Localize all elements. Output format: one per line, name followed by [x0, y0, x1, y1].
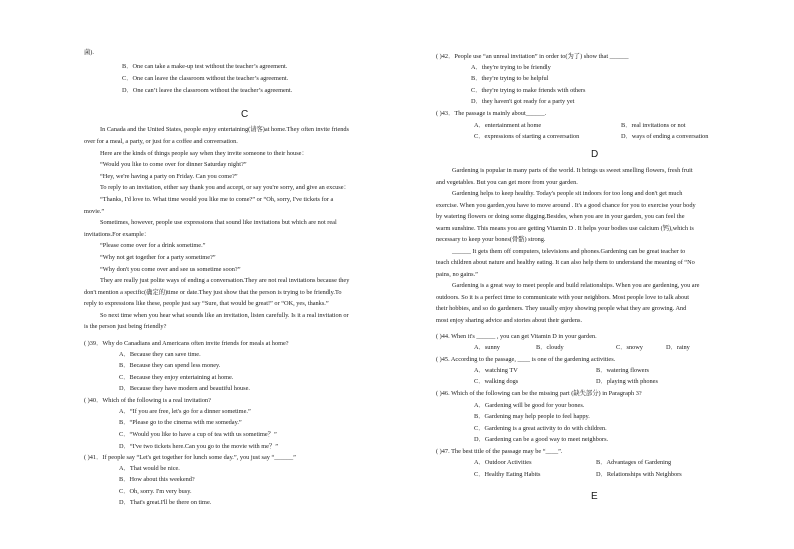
passage-c-line: is the person just being friendly? — [84, 323, 167, 330]
q46-option[interactable]: D．Gardening can be a good way to meet neighbors. — [474, 436, 609, 443]
q43-option[interactable]: A．entertainment at home — [474, 122, 542, 129]
q38-option-d: D．One can’t leave the classroom without the teacher’s agreement. — [122, 87, 293, 94]
q46-option[interactable]: A．Gardening will be good for your bones. — [474, 402, 585, 409]
passage-c-line: Sometimes, however, people use expressions that sound like invitations but which are not real — [100, 219, 337, 226]
q39-option[interactable]: C．Because they enjoy entertaining at home. — [119, 374, 234, 381]
q46-option[interactable]: C．Gardening is a great activity to do with children. — [474, 425, 607, 432]
passage-c-line: reply to expressions like these, people just say “Sure, that would be great!” or “OK, yes, thanks.” — [84, 300, 329, 307]
passage-c-line: “Thanks, I'd love to. What time would you like me to come?” or “Oh, sorry, I've tickets for a — [100, 196, 334, 203]
passage-c-line: “Please come over for a drink sometime.” — [100, 242, 206, 249]
q41-option[interactable]: A．That would be nice. — [119, 465, 180, 472]
q46-option[interactable]: B．Gardening may help people to feel happy. — [474, 413, 590, 420]
passage-c-line: So next time when you hear what sounds like an invitation, listen carefully. Is it a real invitation or — [100, 312, 349, 319]
q42-option[interactable]: B．they're trying to be helpful — [471, 75, 549, 82]
passage-d-line: Gardening helps to keep healthy. Today's people sit indoors for too long and don't get much — [452, 190, 683, 197]
section-e-heading: E — [591, 491, 598, 502]
q42-option[interactable]: A．they're trying to be friendly — [471, 64, 551, 71]
passage-d-line: by watering flowers or doing some digging.Besides, when you are in your garden, you can feel the — [436, 213, 685, 220]
q42-option[interactable]: C．they're trying to make friends with others — [471, 87, 586, 94]
q43-stem: ( )43．The passage is mainly about______. — [436, 110, 547, 117]
q47-option[interactable]: C．Healthy Eating Habits — [474, 471, 541, 478]
passage-d-line: and vegetables. But you can get more from your garden. — [436, 179, 578, 186]
q43-option[interactable]: C．expressions of starting a conversation — [474, 133, 580, 140]
q45-option[interactable]: A．watching TV — [474, 367, 518, 374]
passage-d-line: necessary to keep your bones(骨骼) strong. — [436, 236, 546, 243]
q41-option[interactable]: D．That's great.I'll be there on time. — [119, 499, 212, 506]
q41-stem: ( )41．If people say “Let's get together for lunch some day.”, you just say “______” — [84, 454, 296, 461]
q39-stem: ( )39．Why do Canadians and Americans often invite friends for meals at home? — [84, 340, 289, 347]
passage-d-line: most enjoy sharing advice and stories about their gardens. — [436, 317, 583, 324]
q45-stem: ( )45. According to the passage, ____ is one of the gardening activities. — [436, 356, 616, 363]
q40-option[interactable]: D．“I've two tickets here.Can you go to the movie with me？” — [119, 443, 279, 450]
q47-stem: ( )47. The best title of the passage may be “____”. — [436, 448, 563, 455]
q41-option[interactable]: C．Oh, sorry. I'm very busy. — [119, 488, 192, 495]
q41-option[interactable]: B．How about this weekend? — [119, 476, 195, 483]
q44-option[interactable]: C．snowy — [616, 344, 643, 351]
q42-option[interactable]: D．they haven't got ready for a party yet — [471, 98, 575, 105]
passage-d-line: Gardening is popular in many parts of the world. It brings us sweet smelling flowers, fresh fruit — [452, 167, 693, 174]
passage-c-line: “Hey, we're having a party on Friday. Can you come?” — [100, 173, 238, 180]
section-c-heading: C — [241, 109, 249, 120]
q44-stem: ( )44. When it's ______ , you can get Vitamin D in your garden. — [436, 333, 597, 340]
q38-option-c: C．One can leave the classroom without the teacher’s agreement. — [122, 75, 289, 82]
q45-option[interactable]: B．watering flowers — [596, 367, 649, 374]
q47-option[interactable]: D．Relationships with Neighbors — [596, 471, 682, 478]
passage-d-line: exercise. When you garden,you have to move around . It's a good chance for you to exercise your body — [436, 202, 696, 209]
passage-d-line: teach children about nature and healthy eating. It can also help them to understand the meaning of “No — [436, 259, 695, 266]
q38-option-b: B．One can take a make-up test without the teacher’s agreement. — [122, 63, 288, 70]
q44-option[interactable]: B．cloudy — [536, 344, 564, 351]
q46-stem: ( )46. Which of the following can be the missing part (缺失部分) in Paragraph 3? — [436, 390, 642, 397]
passage-d-line: their hobbies, and so do gardeners. They usually enjoy showing people what they are growing. And — [436, 305, 687, 312]
q39-option[interactable]: D．Because they have modern and beautiful house. — [119, 385, 250, 392]
q39-option[interactable]: B．Because they can spend less money. — [119, 362, 221, 369]
passage-c-line: over for a meal, a party, or just for a coffee and conversation. — [84, 138, 238, 145]
passage-c-line: “Would you like to come over for dinner Saturday night?” — [100, 161, 247, 168]
passage-d-line: pains, no gains.” — [436, 271, 478, 278]
q40-stem: ( )40．Which of the following is a real invitation? — [84, 397, 211, 404]
q43-option[interactable]: B．real invitations or not — [621, 122, 686, 129]
q45-option[interactable]: D．playing with phones — [596, 378, 658, 385]
q44-option[interactable]: A．sunny — [474, 344, 500, 351]
q40-option[interactable]: C．“Would you like to have a cup of tea with us sometime？” — [119, 431, 277, 438]
passage-c-line: invitations.For example： — [84, 231, 151, 238]
passage-c-line: They are really just polite ways of ending a conversation.They are not real invitations because they — [100, 277, 350, 284]
passage-c-line: don't mention a specific(确定的)time or date.They just show that the person is trying to be friendly.To — [84, 289, 342, 296]
passage-c-line: movie.” — [84, 208, 105, 215]
passage-c-line: In Canada and the United States, people enjoy entertaining(请客)at home.They often invite friends — [100, 126, 350, 133]
passage-d-line: outdoors. So it is a perfect time to communicate with your neighbors. Most people love to talk about — [436, 294, 690, 301]
section-d-heading: D — [591, 149, 599, 160]
passage-c-line: “Why don't you come over and see us sometime soon?” — [100, 266, 241, 273]
q47-option[interactable]: A．Outdoor Activities — [474, 459, 532, 466]
q39-option[interactable]: A．Because they can save time. — [119, 351, 201, 358]
passage-c-line: To reply to an invitation, either say thank you and accept, or say you're sorry, and give an excuse： — [100, 184, 350, 191]
q40-option[interactable]: A．“If you are free, let's go for a dinner sometime.” — [119, 408, 251, 415]
q45-option[interactable]: C．walking dogs — [474, 378, 519, 385]
q43-option[interactable]: D．ways of ending a conversation — [621, 133, 709, 140]
passage-c-line: Here are the kinds of things people say when they invite someone to their house： — [100, 150, 308, 157]
q42-stem: ( )42．People use “an unreal invitation” in order to(为了) show that ______ — [436, 53, 629, 60]
q47-option[interactable]: B．Advantages of Gardening — [596, 459, 672, 466]
passage-d-line: Gardening is a great way to meet people and build relationships. When you are gardening, you are — [452, 282, 700, 289]
q38-tail: 菌). — [84, 49, 94, 56]
passage-c-line: “Why not get together for a party sometime?” — [100, 254, 216, 261]
q44-option[interactable]: D．rainy — [666, 344, 690, 351]
passage-d-line: ______ It gets them off computers, televisions and phones.Gardening can be great teacher to — [452, 248, 686, 255]
passage-d-line: warm sunshine. This means you are getting Vitamin D . It helps your bodies use calcium (钙),which is — [436, 225, 694, 232]
q40-option[interactable]: B．“Please go to the cinema with me someday.” — [119, 419, 242, 426]
